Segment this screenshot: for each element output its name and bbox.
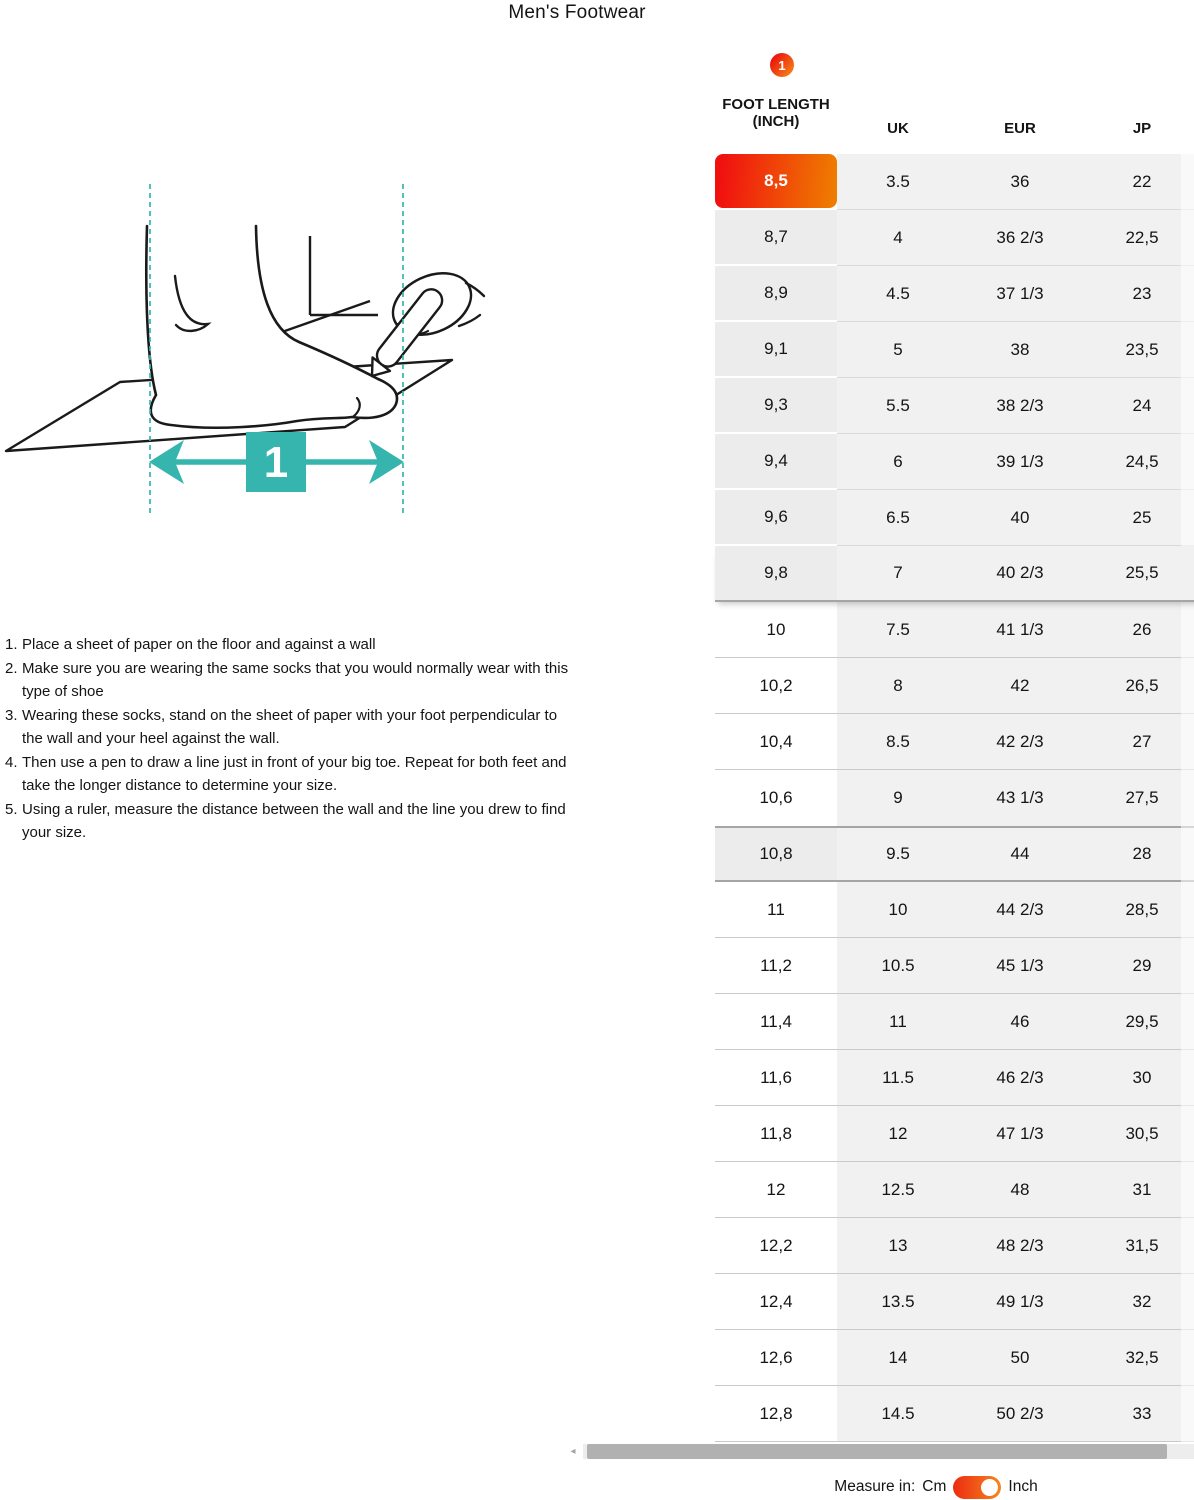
cell-eur-size: 50 2/3 [959,1386,1081,1442]
table-row[interactable] [715,266,1194,322]
table-row[interactable] [715,1274,1194,1330]
cell-eur-size: 38 [959,322,1081,378]
cell-eur-size: 38 2/3 [959,378,1081,434]
table-row[interactable] [715,882,1194,938]
cell-jp-size: 26 [1081,602,1194,658]
cell-foot-length-inch[interactable]: 10,6 [715,770,837,826]
table-row[interactable] [715,434,1194,490]
table-row[interactable] [715,1386,1194,1442]
table-row[interactable] [715,714,1194,770]
instruction-text: Place a sheet of paper on the floor and against a wall [22,636,376,653]
cell-foot-length-inch[interactable]: 11,4 [715,994,837,1050]
cell-uk-size: 5.5 [837,378,959,434]
cell-uk-size: 11.5 [837,1050,959,1106]
measure-box-label: 1 [263,438,289,487]
cell-jp-size: 27,5 [1081,770,1194,826]
cell-eur-size: 40 [959,490,1081,546]
cell-jp-size: 33 [1081,1386,1194,1442]
unit-inch-label[interactable]: Inch [1008,1478,1038,1495]
wall-lines [282,236,378,332]
cell-jp-size: 29 [1081,938,1194,994]
instruction-number: 1. [5,636,18,653]
cell-eur-size: 39 1/3 [959,434,1081,490]
cell-jp-size: 24 [1081,378,1194,434]
cell-foot-length-inch[interactable]: 9,3 [715,378,837,434]
cell-eur-size: 46 [959,994,1081,1050]
cell-eur-size: 49 1/3 [959,1274,1081,1330]
cell-uk-size: 8.5 [837,714,959,770]
table-row[interactable] [715,770,1194,826]
measure-in-label: Measure in: [834,1478,916,1495]
table-row[interactable] [715,994,1194,1050]
cell-uk-size: 14.5 [837,1386,959,1442]
scrollbar-left-arrow-icon[interactable]: ◂ [570,1446,576,1457]
cell-eur-size: 47 1/3 [959,1106,1081,1162]
cell-jp-size: 32,5 [1081,1330,1194,1386]
instruction-text: Then use a pen to draw a line just in front of your big toe. Repeat for both feet and take the longer distance to determine your size. [22,753,567,794]
table-row[interactable] [715,658,1194,714]
cell-foot-length-inch[interactable]: 12,6 [715,1330,837,1386]
instruction-item [5,704,605,751]
foot-illustration [146,226,397,428]
cell-jp-size: 30 [1081,1050,1194,1106]
instruction-number: 4. [5,753,18,771]
table-row[interactable] [715,1330,1194,1386]
cell-foot-length-inch[interactable]: 12,4 [715,1274,837,1330]
cell-foot-length-inch[interactable]: 8,7 [715,210,837,266]
cell-foot-length-inch[interactable]: 9,8 [715,546,837,602]
page-title: Men's Footwear [508,2,646,23]
instruction-item [5,657,605,704]
cell-uk-size: 11 [837,994,959,1050]
cell-jp-size: 28 [1081,826,1194,882]
table-row[interactable] [715,546,1194,602]
cell-jp-size: 28,5 [1081,882,1194,938]
cell-uk-size: 10.5 [837,938,959,994]
measure-unit-row [690,1474,1182,1500]
cell-uk-size: 12.5 [837,1162,959,1218]
cell-foot-length-inch[interactable]: 8,5 [715,154,837,208]
cell-uk-size: 8 [837,658,959,714]
cell-uk-size: 13 [837,1218,959,1274]
table-row[interactable] [715,322,1194,378]
column-header-uk: UK [887,120,909,137]
cell-foot-length-inch[interactable]: 12,8 [715,1386,837,1442]
cell-eur-size: 50 [959,1330,1081,1386]
foot-length-badge: 1 [770,53,794,77]
cell-foot-length-inch[interactable]: 11 [715,882,837,938]
cell-eur-size: 43 1/3 [959,770,1081,826]
cell-eur-size: 45 1/3 [959,938,1081,994]
cell-uk-size: 4 [837,210,959,266]
cell-jp-size: 26,5 [1081,658,1194,714]
column-header-eur: EUR [1004,120,1036,137]
column-header-jp: JP [1132,120,1152,137]
cell-uk-size: 3.5 [837,154,959,210]
cell-jp-size: 23 [1081,266,1194,322]
cell-uk-size: 9.5 [837,826,959,882]
cell-foot-length-inch[interactable]: 11,8 [715,1106,837,1162]
cell-eur-size: 40 2/3 [959,546,1081,602]
measurement-diagram [0,173,560,523]
cell-foot-length-inch[interactable]: 9,6 [715,490,837,546]
cell-foot-length-inch[interactable]: 10,2 [715,658,837,714]
instruction-number: 5. [5,800,18,818]
cell-uk-size: 9 [837,770,959,826]
cell-eur-size: 42 2/3 [959,714,1081,770]
cell-uk-size: 13.5 [837,1274,959,1330]
cell-uk-size: 6.5 [837,490,959,546]
cell-jp-size: 24,5 [1081,434,1194,490]
instruction-item [5,798,605,845]
cell-eur-size: 48 [959,1162,1081,1218]
table-row[interactable] [715,602,1194,658]
cell-foot-length-inch[interactable]: 10 [715,602,837,658]
instruction-item [5,751,605,798]
cell-jp-size: 29,5 [1081,994,1194,1050]
cell-jp-size: 30,5 [1081,1106,1194,1162]
cell-eur-size: 48 2/3 [959,1218,1081,1274]
cell-foot-length-inch[interactable]: 8,9 [715,266,837,322]
cell-uk-size: 12 [837,1106,959,1162]
table-row[interactable] [715,378,1194,434]
table-row[interactable] [715,154,1194,210]
table-row[interactable] [715,1218,1194,1274]
cell-jp-size: 31 [1081,1162,1194,1218]
table-row[interactable] [715,490,1194,546]
column-header-foot-length: FOOT LENGTH (INCH) [722,96,830,130]
cell-foot-length-inch[interactable]: 9,1 [715,322,837,378]
unit-toggle[interactable] [953,1476,1001,1499]
cell-eur-size: 44 2/3 [959,882,1081,938]
cell-uk-size: 14 [837,1330,959,1386]
cell-foot-length-inch[interactable]: 9,4 [715,434,837,490]
cell-jp-size: 22,5 [1081,210,1194,266]
cell-foot-length-inch[interactable]: 12,2 [715,1218,837,1274]
instruction-text: Wearing these socks, stand on the sheet of paper with your foot perpendicular to the wall and your heel against the wall. [22,706,558,747]
cell-uk-size: 10 [837,882,959,938]
cell-foot-length-inch[interactable]: 10,8 [715,826,837,882]
cell-jp-size: 22 [1081,154,1194,210]
table-row[interactable] [715,1162,1194,1218]
cell-foot-length-inch[interactable]: 11,6 [715,1050,837,1106]
cell-eur-size: 46 2/3 [959,1050,1081,1106]
cell-uk-size: 4.5 [837,266,959,322]
cell-eur-size: 36 [959,154,1081,210]
cell-jp-size: 23,5 [1081,322,1194,378]
instruction-text: Using a ruler, measure the distance between the wall and the line you drew to find your size. [22,800,566,841]
cell-foot-length-inch[interactable]: 10,4 [715,714,837,770]
cell-eur-size: 41 1/3 [959,602,1081,658]
cell-jp-size: 27 [1081,714,1194,770]
instruction-text: Make sure you are wearing the same socks that you would normally wear with this type of shoe [22,659,569,700]
cell-uk-size: 7.5 [837,602,959,658]
instruction-number: 3. [5,706,18,724]
size-table-body [715,154,1194,1442]
cell-uk-size: 7 [837,546,959,602]
cell-uk-size: 6 [837,434,959,490]
cell-jp-size: 25 [1081,490,1194,546]
scrollbar-thumb[interactable] [587,1444,1167,1459]
cell-foot-length-inch[interactable]: 12 [715,1162,837,1218]
cell-eur-size: 36 2/3 [959,210,1081,266]
cell-uk-size: 5 [837,322,959,378]
table-row[interactable] [715,1050,1194,1106]
table-row[interactable] [715,1106,1194,1162]
table-row[interactable] [715,210,1194,266]
cell-eur-size: 42 [959,658,1081,714]
cell-foot-length-inch[interactable]: 11,2 [715,938,837,994]
cell-eur-size: 44 [959,826,1081,882]
cell-jp-size: 31,5 [1081,1218,1194,1274]
cell-jp-size: 32 [1081,1274,1194,1330]
instruction-item [5,633,605,657]
instruction-number: 2. [5,659,18,677]
horizontal-scrollbar[interactable] [583,1444,1194,1459]
cell-jp-size: 25,5 [1081,546,1194,602]
measurement-instructions [5,633,605,845]
unit-cm-label[interactable]: Cm [922,1478,947,1495]
table-row[interactable] [715,938,1194,994]
toggle-knob[interactable] [981,1479,998,1496]
table-row[interactable] [715,826,1194,882]
cell-eur-size: 37 1/3 [959,266,1081,322]
